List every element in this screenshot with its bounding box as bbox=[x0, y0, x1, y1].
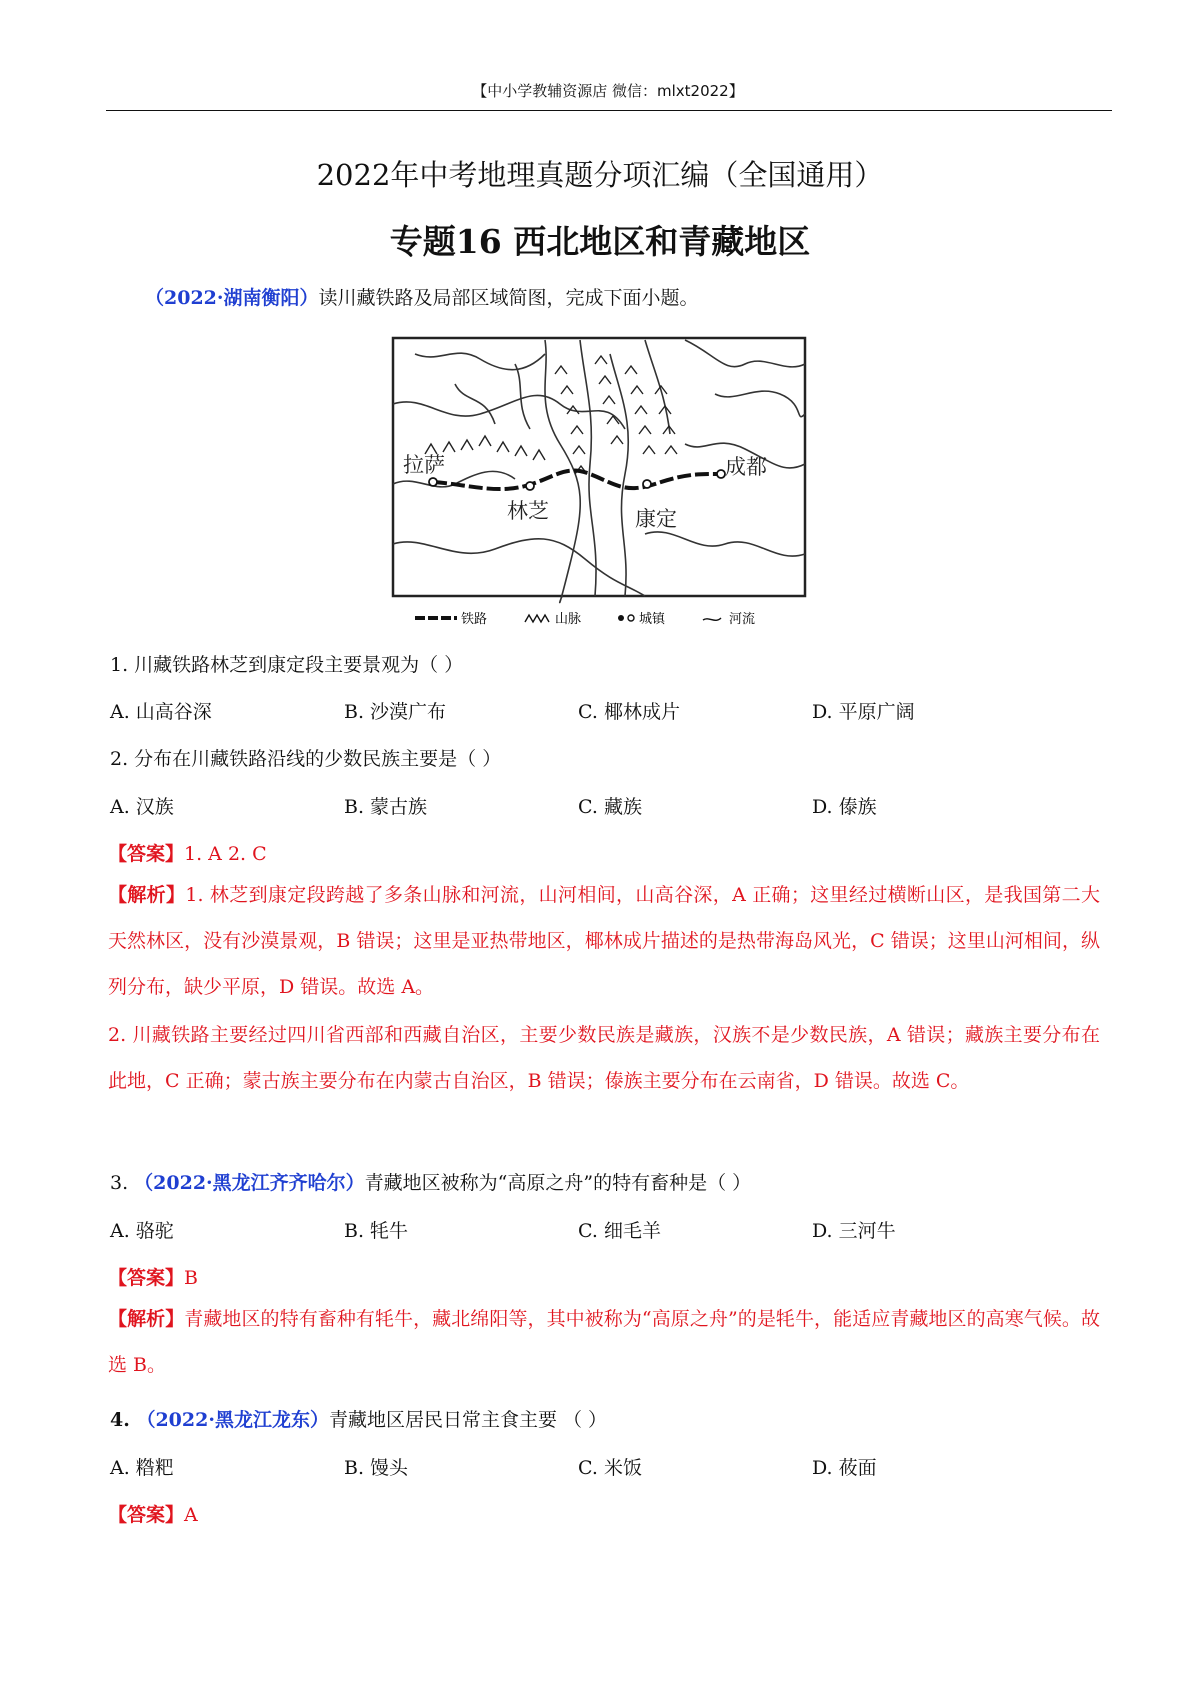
map-label-kangding: 康定 bbox=[635, 507, 677, 531]
question-4-option-d: D. 莜面 bbox=[812, 1457, 877, 1479]
question-3-option-a: A. 骆驼 bbox=[110, 1220, 174, 1242]
question-4-source: （2022·黑龙江龙东） bbox=[136, 1409, 329, 1431]
question-3-text: 青藏地区被称为“高原之舟”的特有畜种是（ ） bbox=[364, 1172, 752, 1194]
map-label-linzhi: 林芝 bbox=[507, 499, 549, 523]
question-4-stem bbox=[110, 1405, 607, 1432]
map-label-chengdu: 成都 bbox=[725, 455, 767, 479]
legend-river-symbol bbox=[703, 618, 721, 620]
page-header: 【中小学教辅资源店 微信：mlxt2022】 bbox=[472, 82, 744, 100]
question-1-stem: 1. 川藏铁路林芝到康定段主要景观为（ ） bbox=[110, 654, 464, 676]
header-divider bbox=[106, 110, 1112, 111]
answer-value: 1. A 2. C bbox=[184, 843, 267, 865]
question-2-option-b: B. 蒙古族 bbox=[344, 796, 428, 818]
question-3-number: 3. bbox=[110, 1172, 135, 1194]
question-4-option-c: C. 米饭 bbox=[578, 1457, 642, 1479]
question-4-option-b: B. 馒头 bbox=[344, 1457, 409, 1479]
kangding-marker bbox=[643, 480, 651, 488]
topic-title: 专题16 西北地区和青藏地区 bbox=[389, 222, 811, 261]
legend-mountain-symbol bbox=[525, 615, 549, 622]
chengdu-marker bbox=[717, 470, 725, 478]
answer-1-2 bbox=[108, 839, 267, 866]
question-1-option-a: A. 山高谷深 bbox=[110, 701, 212, 723]
answer-label: 【答案】 bbox=[108, 843, 185, 865]
answer-3 bbox=[108, 1263, 198, 1290]
answer-3-label: 【答案】 bbox=[108, 1267, 185, 1289]
question-2-option-d: D. 傣族 bbox=[812, 796, 877, 818]
question-3-option-b: B. 牦牛 bbox=[344, 1220, 409, 1242]
question-2-option-a: A. 汉族 bbox=[110, 796, 174, 818]
question-2-option-c: C. 藏族 bbox=[578, 796, 642, 818]
question-1-option-b: B. 沙漠广布 bbox=[344, 701, 447, 723]
legend-town: 城镇 bbox=[639, 612, 666, 626]
question-1-option-d: D. 平原广阔 bbox=[812, 701, 915, 723]
map-label-lhasa: 拉萨 bbox=[403, 453, 445, 477]
explanation-1 bbox=[108, 872, 1100, 1010]
explanation-3 bbox=[108, 1296, 1100, 1388]
answer-4-value: A bbox=[184, 1504, 198, 1526]
question-1-option-c: C. 椰林成片 bbox=[578, 701, 680, 723]
map-svg bbox=[385, 334, 815, 626]
legend-river: 河流 bbox=[729, 612, 756, 626]
question-3-option-d: D. 三河牛 bbox=[812, 1220, 896, 1242]
intro-text: 读川藏铁路及局部区域简图，完成下面小题。 bbox=[318, 287, 699, 309]
legend-railway: 铁路 bbox=[461, 612, 488, 626]
answer-4-label: 【答案】 bbox=[108, 1504, 185, 1526]
sichuan-tibet-railway-map bbox=[385, 334, 815, 626]
explanation-3-text: 青藏地区的特有畜种有牦牛，藏北绵阳等，其中被称为“高原之舟”的是牦牛，能适应青藏地区的高寒气候。故选 B。 bbox=[108, 1308, 1100, 1376]
explanation-3-label: 【解析】 bbox=[108, 1308, 185, 1330]
question-4-number: 4. bbox=[110, 1409, 137, 1431]
legend-mountain: 山脉 bbox=[555, 612, 582, 626]
explanation-2: 2. 川藏铁路主要经过四川省西部和西藏自治区，主要少数民族是藏族，汉族不是少数民族，A 错误；藏族主要分布在此地，C 正确；蒙古族主要分布在内蒙古自治区，B 错误；傣族主要分布在云南省，D 错误。故选 C。 bbox=[108, 1024, 1100, 1092]
intro-line bbox=[145, 283, 699, 310]
document-title: 2022年中考地理真题分项汇编（全国通用） bbox=[316, 158, 884, 192]
explanation-1-text: 1. 林芝到康定段跨越了多条山脉和河流，山河相间，山高谷深，A 正确；这里经过横断山区，是我国第二大天然林区，没有沙漠景观，B 错误；这里是亚热带地区，椰林成片描述的是热带海岛风光，C 错误；这里山河相间，纵列分布，缺少平原，D 错误。故选 A。 bbox=[108, 884, 1100, 998]
answer-3-value: B bbox=[184, 1267, 198, 1289]
question-2-stem: 2. 分布在川藏铁路沿线的少数民族主要是（ ） bbox=[110, 748, 502, 770]
question-4-option-a: A. 糌粑 bbox=[110, 1457, 174, 1479]
question-3-source: （2022·黑龙江齐齐哈尔） bbox=[134, 1172, 365, 1194]
legend-city-dot bbox=[618, 615, 624, 621]
legend-town-dot bbox=[628, 615, 634, 621]
map-legend bbox=[415, 611, 755, 626]
linzhi-marker bbox=[526, 482, 534, 490]
question-3-stem bbox=[110, 1168, 751, 1195]
question-4-text: 青藏地区居民日常主食主要 （ ） bbox=[328, 1409, 608, 1431]
explanation-label: 【解析】 bbox=[108, 884, 186, 906]
intro-source: （2022·湖南衡阳） bbox=[145, 287, 319, 309]
lhasa-marker bbox=[429, 478, 437, 486]
question-3-option-c: C. 细毛羊 bbox=[578, 1220, 661, 1242]
answer-4 bbox=[108, 1500, 198, 1527]
